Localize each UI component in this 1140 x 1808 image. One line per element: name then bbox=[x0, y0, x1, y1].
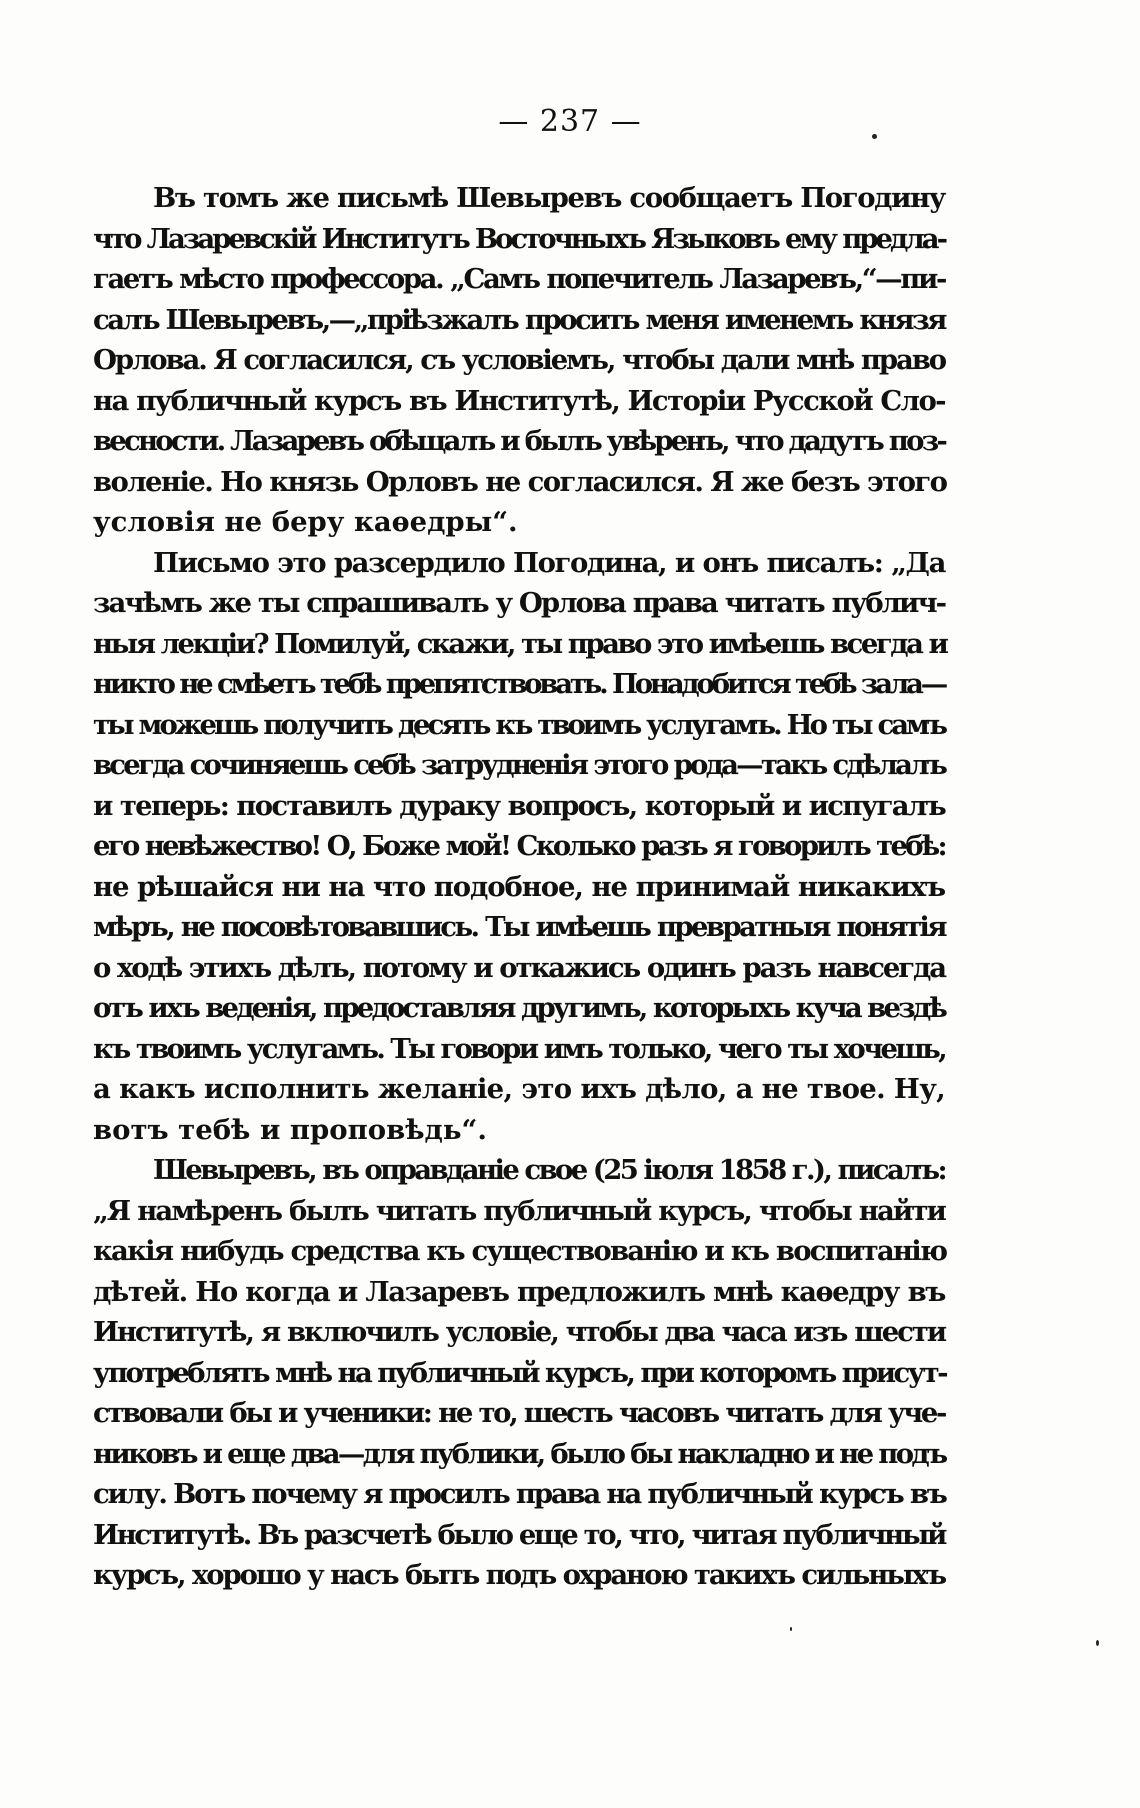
text-line: салъ Шевыревъ,—„пріѣзжалъ просить меня именемъ князя bbox=[93, 303, 945, 336]
text-line: и теперь: поставилъ дураку вопросъ, который и испугалъ bbox=[93, 789, 945, 822]
text-line: Шевыревъ, въ оправданіе свое (25 іюля 1858 г.), писалъ: bbox=[153, 1154, 945, 1186]
text-line: ныя лекціи? Помилуй, скажи, ты право это имѣешь всегда и bbox=[93, 627, 947, 660]
text-line: о ходѣ этихъ дѣлъ, потому и откажись одинъ разъ навсегда bbox=[93, 951, 945, 984]
print-speck bbox=[790, 1627, 792, 1631]
text-line: его невѣжество! О, Боже мой! Сколько разъ я говорилъ тебѣ: bbox=[93, 830, 945, 862]
text-line: всегда сочиняешь себѣ затрудненія этого рода—такъ сдѣлалъ bbox=[93, 749, 945, 781]
text-line: Институтѣ. Въ разсчетѣ было еще то, что, читая публичный bbox=[93, 1518, 945, 1551]
text-line: ты можешь получить десять къ твоимъ услугамъ. Но ты самъ bbox=[93, 708, 945, 741]
text-line: зачѣмъ же ты спрашивалъ у Орлова права читать публич- bbox=[93, 587, 945, 619]
text-line: къ твоимъ услугамъ. Ты говори имъ только, чего ты хочешь, bbox=[93, 1032, 945, 1065]
text-line: мѣръ, не посовѣтовавшись. Ты имѣешь превратныя понятія bbox=[93, 911, 945, 943]
paragraph bbox=[93, 1150, 945, 1596]
text-line: не рѣшайся ни на что подобное, не принимай никакихъ bbox=[93, 870, 945, 903]
print-speck bbox=[1096, 1640, 1099, 1646]
text-line: ствовали бы и ученики: не то, шесть часовъ читать для уче- bbox=[93, 1397, 945, 1429]
paragraph bbox=[93, 178, 945, 543]
text-line: никто не смѣетъ тебѣ препятствовать. Понадобится тебѣ зала— bbox=[93, 668, 945, 700]
text-line: Институтѣ, я включилъ условіе, чтобы два часа изъ шести bbox=[93, 1316, 945, 1348]
text-line: какія нибудь средства къ существованію и къ воспитанію bbox=[93, 1235, 947, 1267]
text-line: Письмо это разсердило Погодина, и онъ писалъ: „Да bbox=[153, 546, 945, 579]
paragraph bbox=[93, 543, 945, 1151]
text-line: отъ ихъ веденія, предоставляя другимъ, которыхъ куча вездѣ bbox=[93, 992, 945, 1024]
page-number: — 237 — bbox=[498, 104, 642, 139]
text-line: что Лазаревскій Институтъ Восточныхъ Языковъ ему предла- bbox=[93, 222, 945, 255]
text-line: на публичный курсъ въ Институтѣ, Исторіи Русской Сло- bbox=[93, 384, 945, 417]
text-line: „Я намѣренъ былъ читать публичный курсъ, чтобы найти bbox=[93, 1194, 945, 1227]
text-line: Въ томъ же письмѣ Шевыревъ сообщаетъ Погодину bbox=[153, 182, 945, 214]
text-line: никовъ и еще два—для публики, было бы накладно и не подъ bbox=[93, 1437, 946, 1470]
text-line: употреблять мнѣ на публичный курсъ, при которомъ присут- bbox=[93, 1356, 946, 1389]
text-line: вотъ тебѣ и проповѣдь“. bbox=[93, 1113, 487, 1146]
body-text bbox=[93, 178, 945, 1596]
text-line: дѣтей. Но когда и Лазаревъ предложилъ мнѣ каѳедру въ bbox=[93, 1275, 945, 1308]
text-line: воленіе. Но князь Орловъ не согласился. Я же безъ этого bbox=[93, 465, 947, 498]
print-speck bbox=[872, 134, 877, 139]
text-line: условія не беру каѳедры“. bbox=[93, 506, 518, 538]
text-line: а какъ исполнить желаніе, это ихъ дѣло, а не твое. Ну, bbox=[93, 1073, 945, 1105]
text-line: гаетъ мѣсто профессора. „Самъ попечитель Лазаревъ,“—пи- bbox=[93, 263, 945, 295]
text-line: силу. Вотъ почему я просилъ права на публичный курсъ въ bbox=[93, 1478, 946, 1510]
text-line: курсъ, хорошо у насъ быть подъ охраною такихъ сильныхъ bbox=[93, 1559, 945, 1591]
text-line: весности. Лазаревъ обѣщалъ и былъ увѣренъ, что дадутъ поз- bbox=[93, 425, 945, 457]
text-line: Орлова. Я согласился, съ условіемъ, чтобы дали мнѣ право bbox=[93, 344, 945, 376]
